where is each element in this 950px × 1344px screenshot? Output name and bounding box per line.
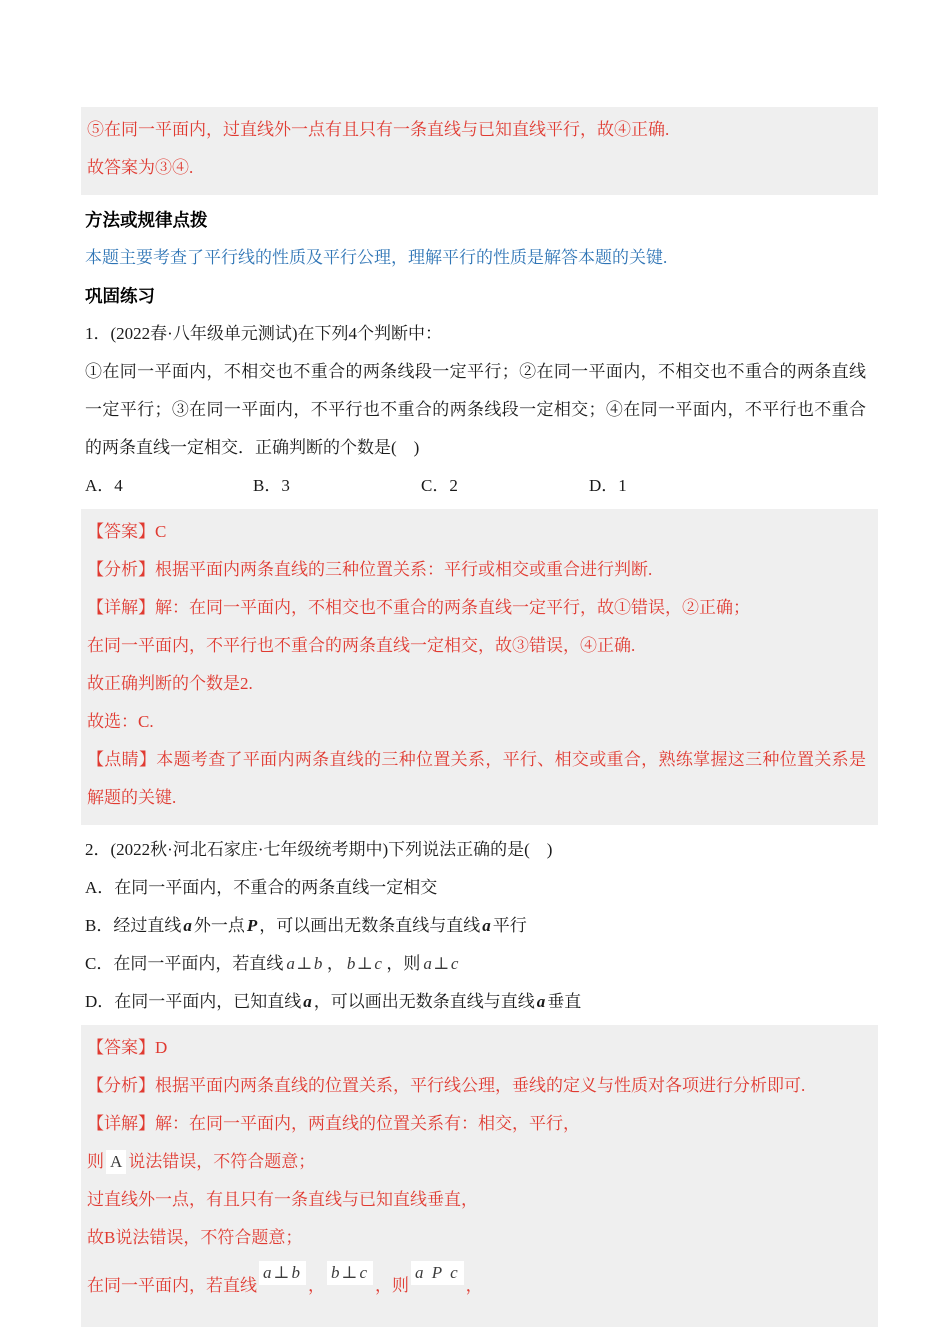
previous-solution-block (81, 107, 878, 195)
text-segment: ， (308, 1276, 325, 1295)
text-segment: 在同一平面内，若直线 (87, 1276, 257, 1295)
text-segment: b⊥c (346, 954, 384, 973)
q2-detail-line-c (87, 1257, 866, 1319)
q2-solution-block (81, 1025, 878, 1327)
text-segment: a (303, 992, 312, 1011)
q2-detail-line: 过直线外一点，有且只有一条直线与已知直线垂直， (87, 1190, 478, 1209)
q2-answer: 【答案】D (87, 1038, 168, 1057)
solution-line: ⑤在同一平面内，过直线外一点有且只有一条直线与已知直线平行，故④正确. (87, 120, 670, 139)
q1-detail-line: 故选：C. (87, 712, 154, 731)
q1-comment: 【点睛】本题考查了平面内两条直线的三种位置关系，平行、相交或重合，熟练掌握这三种位置关系是解题的关键. (87, 750, 866, 807)
text-segment: B．经过直线 (85, 916, 182, 935)
text-segment: 垂直 (547, 992, 582, 1011)
q1-body: ①在同一平面内，不相交也不重合的两条线段一定平行；②在同一平面内，不相交也不重合的两条直线一定平行；③在同一平面内，不平行也不重合的两条线段一定相交；④在同一平面内，不平行也不重合的两条直线一定相交．正确判断的个数是( ) (85, 362, 866, 457)
q1-detail-line: 故正确判断的个数是2. (87, 674, 253, 693)
q2-detail-line-a (87, 1143, 866, 1181)
practice-heading: 巩固练习 (85, 286, 155, 306)
q2-analysis: 【分析】根据平面内两条直线的位置关系，平行线公理，垂线的定义与性质对各项进行分析即可. (87, 1076, 806, 1095)
q2-option-a: A．在同一平面内，不重合的两条直线一定相交 (85, 878, 438, 897)
q1-option-d: D．1 (589, 476, 627, 495)
text-segment: ， (326, 954, 344, 973)
q2-option-d (85, 983, 866, 1021)
inline-formula: A (106, 1150, 126, 1174)
text-segment: a (536, 992, 546, 1011)
text-segment: 平行 (492, 916, 527, 935)
q1-options-row (85, 467, 866, 505)
text-segment: ，则 (375, 1276, 410, 1295)
solution-line: 故答案为③④. (87, 158, 194, 177)
text-segment: a⊥b (286, 954, 324, 973)
text-segment: ，可以画出无数条直线与直线 (259, 916, 481, 935)
text-segment: D．在同一平面内，已知直线 (85, 992, 302, 1011)
text-segment: a (482, 916, 491, 935)
q2-detail-line: 【详解】解：在同一平面内，两直线的位置关系有：相交，平行， (87, 1114, 580, 1133)
text-segment: a⊥c (423, 954, 460, 973)
q1-detail-line: 在同一平面内，不平行也不重合的两条直线一定相交，故③错误，④正确. (87, 636, 636, 655)
text-segment: P (246, 916, 258, 935)
q2-detail-line: 故B说法错误，不符合题意； (87, 1228, 303, 1247)
q1-solution-block (81, 509, 878, 825)
q1-option-c: C．2 (421, 476, 458, 495)
inline-formula: a P c (411, 1261, 464, 1285)
text-segment: ， (465, 1276, 483, 1295)
q2-option-c (85, 945, 866, 983)
text-segment: ，可以画出无数条直线与直线 (313, 992, 535, 1011)
q1-detail-line: 【详解】解：在同一平面内，不相交也不重合的两条直线一定平行，故①错误，②正确； (87, 598, 750, 617)
text-segment: C．在同一平面内，若直线 (85, 954, 284, 973)
q1-option-a: A．4 (85, 476, 123, 495)
q1-analysis: 【分析】根据平面内两条直线的三种位置关系：平行或相交或重合进行判断. (87, 560, 653, 579)
q1-option-b: B．3 (253, 476, 290, 495)
q1-stem: 1．(2022春·八年级单元测试)在下列4个判断中： (85, 324, 442, 343)
q2-stem: 2．(2022秋·河北石家庄·七年级统考期中)下列说法正确的是( ) (85, 840, 553, 859)
inline-formula: a⊥b (259, 1261, 306, 1285)
text-segment: 则 (87, 1152, 104, 1171)
method-heading: 方法或规律点拨 (85, 210, 208, 230)
inline-formula: b⊥c (327, 1261, 373, 1285)
text-segment: 说法错误，不符合题意； (128, 1152, 316, 1171)
text-segment: ，则 (386, 954, 421, 973)
method-note: 本题主要考查了平行线的性质及平行公理，理解平行的性质是解答本题的关键. (85, 248, 668, 267)
text-segment: 外一点 (193, 916, 245, 935)
text-segment: a (183, 916, 192, 935)
q2-option-b (85, 907, 866, 945)
q1-answer: 【答案】C (87, 522, 167, 541)
